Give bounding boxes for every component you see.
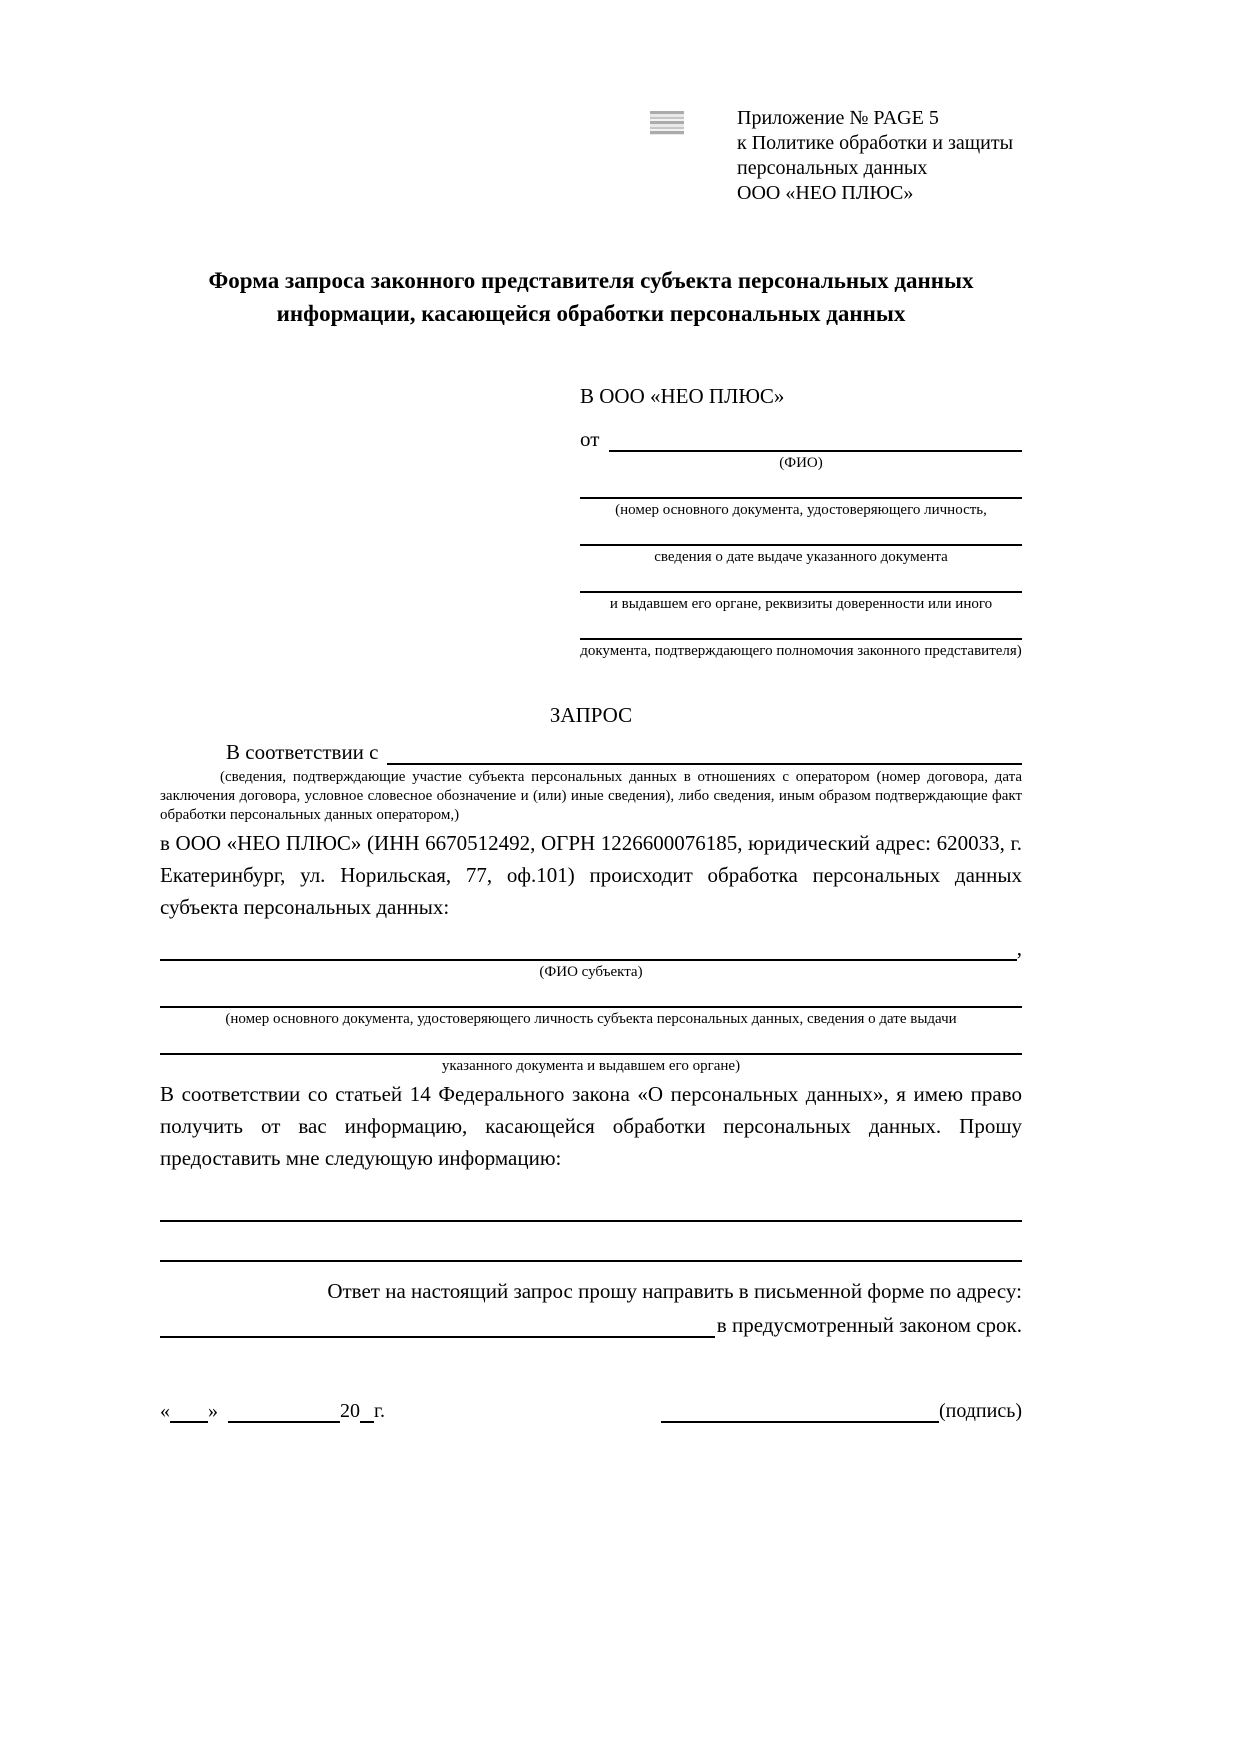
- form-title-line1: Форма запроса законного представителя субъекта персональных данных: [208, 268, 974, 293]
- embedded-object-icon: [650, 111, 684, 135]
- year-prefix: 20: [340, 1400, 360, 1422]
- appendix-policy-line2: персональных данных: [737, 157, 928, 179]
- signature-line[interactable]: [661, 1403, 939, 1423]
- subject-issuer-line[interactable]: [160, 1029, 1022, 1055]
- addressee-block: [580, 380, 1022, 661]
- authority-doc-caption: документа, подтверждающего полномочия законного представителя): [580, 643, 1022, 659]
- doc-number-caption: (номер основного документа, удостоверяющего личность,: [615, 502, 987, 518]
- form-title: [160, 264, 1022, 330]
- issuing-authority-line[interactable]: [580, 567, 1022, 593]
- requested-info-blank-line-2[interactable]: [160, 1222, 1022, 1262]
- operator-paragraph: в ООО «НЕО ПЛЮС» (ИНН 6670512492, ОГРН 1226600076185, юридический адрес: 620033, г. Екатеринбург, ул. Норильская, 77, оф.101) происходит обработка персональных данных субъекта персональных данных:: [160, 831, 1022, 919]
- representative-fio-line[interactable]: [609, 450, 1022, 452]
- year-suffix: г.: [374, 1400, 385, 1422]
- law-paragraph: В соответствии со статьей 14 Федерального закона «О персональных данных», я имею право получить от вас информацию, касающейся обработки персональных данных. Прошу предоставить мне следующую информацию:: [160, 1082, 1022, 1170]
- issue-date-caption: сведения о дате выдаче указанного документа: [654, 549, 948, 565]
- from-row: [580, 422, 1022, 452]
- reply-address-row: [160, 1306, 1022, 1338]
- day-blank-line[interactable]: [170, 1403, 208, 1423]
- appendix-company-line: ООО «НЕО ПЛЮС»: [737, 182, 914, 204]
- appendix-number-line: Приложение № PAGE 5: [737, 107, 939, 129]
- accordance-row: [160, 733, 1022, 765]
- appendix-policy-line: к Политике обработки и защиты: [737, 132, 1014, 154]
- subject-doc-line[interactable]: [160, 982, 1022, 1008]
- issue-date-line[interactable]: [580, 520, 1022, 546]
- subject-fio-comma: ,: [1016, 936, 1022, 960]
- reply-instruction: Ответ на настоящий запрос прошу направить в письменной форме по адресу:: [327, 1279, 1022, 1303]
- month-blank-line[interactable]: [228, 1403, 340, 1423]
- year-blank-line[interactable]: [360, 1403, 374, 1423]
- subject-doc-caption: (номер основного документа, удостоверяющего личность субъекта персональных данных, сведения о дате выдачи: [225, 1011, 957, 1027]
- accordance-label: В соответствии с: [226, 740, 379, 764]
- form-title-line2: информации, касающейся обработки персональных данных: [276, 301, 906, 326]
- authority-doc-line[interactable]: [580, 614, 1022, 640]
- reply-address-line[interactable]: [160, 1336, 715, 1338]
- subject-fio-row: [160, 937, 1022, 961]
- addressee-to: В ООО «НЕО ПЛЮС»: [580, 384, 785, 408]
- subject-fio-caption: (ФИО субъекта): [539, 964, 643, 980]
- signature-group: [661, 1400, 1022, 1423]
- close-quote: »: [208, 1400, 218, 1422]
- fio-caption: (ФИО): [779, 455, 823, 471]
- reply-suffix: в предусмотренный законом срок.: [716, 1313, 1022, 1337]
- appendix-header: [650, 106, 1022, 206]
- signature-caption: (подпись): [938, 1400, 1022, 1422]
- doc-number-line[interactable]: [580, 473, 1022, 499]
- accordance-blank-line[interactable]: [387, 763, 1023, 765]
- accordance-caption: (сведения, подтверждающие участие субъекта персональных данных в отношениях с оператором (номер договора, дата заключения договора, условное словесное обозначение и (или) иные сведения), либо сведения, иным образом подтверждающие факт обработки персональных данных оператором,): [160, 769, 1022, 823]
- requested-info-blank-line-1[interactable]: [160, 1192, 1022, 1222]
- from-label: от: [580, 427, 600, 451]
- open-quote: «: [160, 1400, 170, 1422]
- subject-issuer-caption: указанного документа и выдавшем его органе): [441, 1058, 741, 1074]
- request-heading: ЗАПРОС: [549, 703, 633, 727]
- document-content: [160, 0, 1022, 1423]
- subject-fio-line[interactable]: [160, 959, 1017, 961]
- date-group: [160, 1400, 385, 1423]
- appendix-header-lines: [737, 106, 1013, 206]
- footer-row: [160, 1400, 1022, 1423]
- issuing-authority-caption: и выдавшем его органе, реквизиты доверенности или иного: [609, 596, 993, 612]
